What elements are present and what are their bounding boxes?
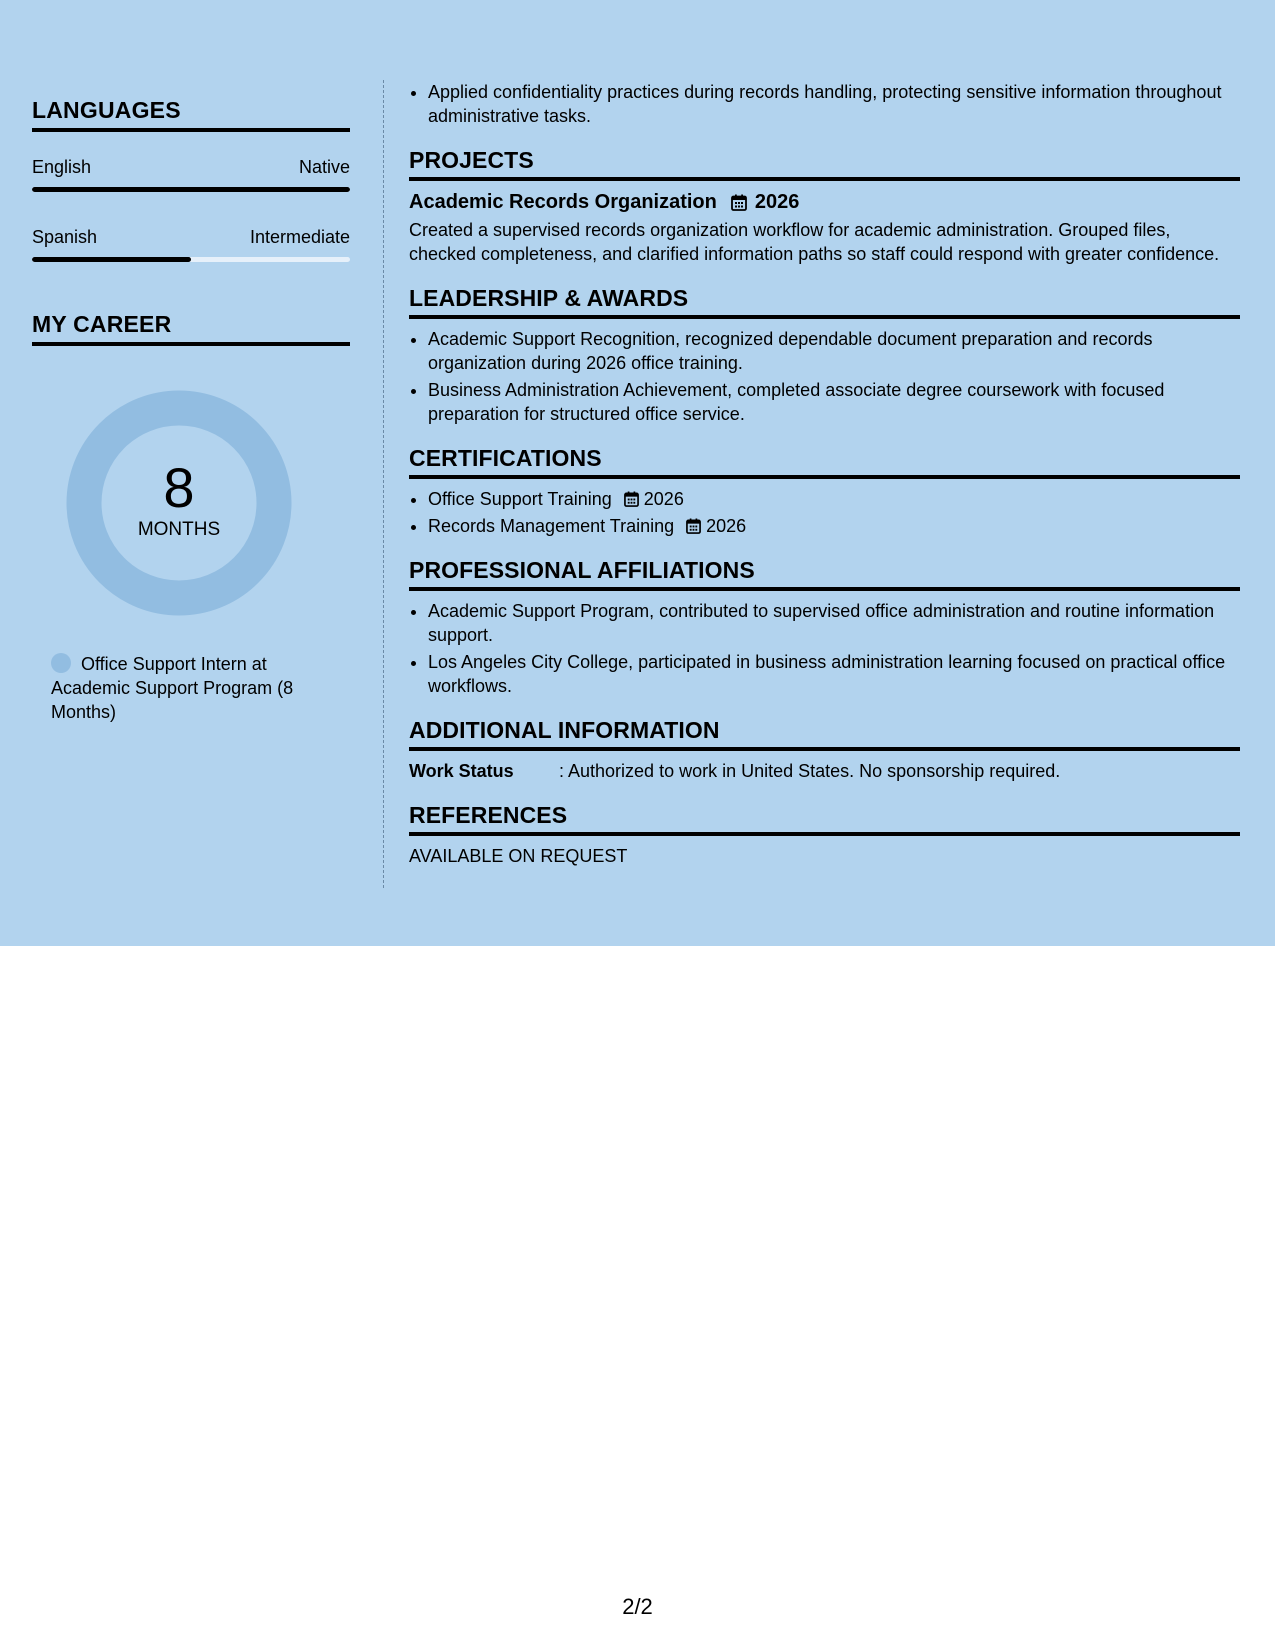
affiliation-bullet: • Los Angeles City College, participated in business administration learning focused on practical office workflows. xyxy=(428,650,1240,698)
language-item xyxy=(32,226,350,262)
sidebar xyxy=(32,96,350,724)
leadership-heading: LEADERSHIP & AWARDS xyxy=(409,284,1240,319)
work-status-label: Work Status xyxy=(409,761,514,781)
project-item xyxy=(409,189,1240,266)
calendar-icon xyxy=(624,491,639,507)
language-level: Intermediate xyxy=(249,227,350,247)
certifications-list xyxy=(409,487,1240,538)
career-donut-chart xyxy=(66,390,292,616)
additional-info-heading: ADDITIONAL INFORMATION xyxy=(409,716,1240,751)
career-section xyxy=(32,310,350,724)
experience-bullet: • Applied confidentiality practices during records handling, protecting sensitive information throughout administrative tasks. xyxy=(428,80,1240,128)
page-number: 2/2 xyxy=(622,1594,653,1619)
project-title: Academic Records Organization xyxy=(409,191,717,213)
language-level: Native xyxy=(298,157,350,177)
career-legend xyxy=(51,652,321,724)
career-legend-label: Office Support Intern at Academic Support Program (8 Months) xyxy=(51,654,294,722)
work-status-value: : Authorized to work in United States. No sponsorship required. xyxy=(559,761,1061,781)
calendar-icon xyxy=(731,194,747,211)
certification-name: Records Management Training xyxy=(428,516,675,536)
affiliation-bullet: • Academic Support Program, contributed to supervised office administration and routine information support. xyxy=(428,599,1240,647)
project-title-row xyxy=(409,189,1240,215)
leadership-bullet: • Business Administration Achievement, completed associate degree coursework with focused preparation for structured office service. xyxy=(428,378,1240,426)
certifications-heading: CERTIFICATIONS xyxy=(409,444,1240,479)
project-description: Created a supervised records organization workflow for academic administration. Grouped files, checked completeness, and clarified information paths so staff could respond with greater confidence. xyxy=(409,220,1220,264)
languages-list xyxy=(32,156,350,262)
work-status-row xyxy=(409,759,1240,783)
career-total-unit: MONTHS xyxy=(137,519,221,540)
certification-year: 2026 xyxy=(706,516,747,536)
career-total-value: 8 xyxy=(163,456,195,519)
certification-name: Office Support Training xyxy=(428,489,612,509)
references-heading: REFERENCES xyxy=(409,801,1240,836)
language-row xyxy=(32,226,350,248)
project-year: 2026 xyxy=(754,191,800,213)
language-name: Spanish xyxy=(32,227,98,247)
leadership-bullets xyxy=(409,327,1240,426)
career-heading: MY CAREER xyxy=(32,310,350,346)
leadership-bullet: • Academic Support Recognition, recognized dependable document preparation and records organization during 2026 office training. xyxy=(428,327,1240,375)
references-text: AVAILABLE ON REQUEST xyxy=(409,846,628,866)
languages-heading: LANGUAGES xyxy=(32,96,350,132)
language-proficiency-fill xyxy=(32,187,350,192)
affiliations-bullets xyxy=(409,599,1240,698)
legend-dot-icon xyxy=(51,653,71,673)
certification-item xyxy=(428,514,1240,538)
career-donut-center xyxy=(66,390,292,616)
projects-heading: PROJECTS xyxy=(409,146,1240,181)
main-content xyxy=(409,80,1240,868)
language-row xyxy=(32,156,350,178)
experience-bullets xyxy=(409,80,1240,128)
affiliations-heading: PROFESSIONAL AFFILIATIONS xyxy=(409,556,1240,591)
language-name: English xyxy=(32,157,92,177)
language-item xyxy=(32,156,350,192)
certification-year: 2026 xyxy=(643,489,684,509)
language-proficiency-bar xyxy=(32,187,350,192)
calendar-icon xyxy=(686,518,701,534)
language-proficiency-bar xyxy=(32,257,350,262)
column-divider xyxy=(383,80,384,888)
certification-item xyxy=(428,487,1240,511)
language-proficiency-fill xyxy=(32,257,191,262)
